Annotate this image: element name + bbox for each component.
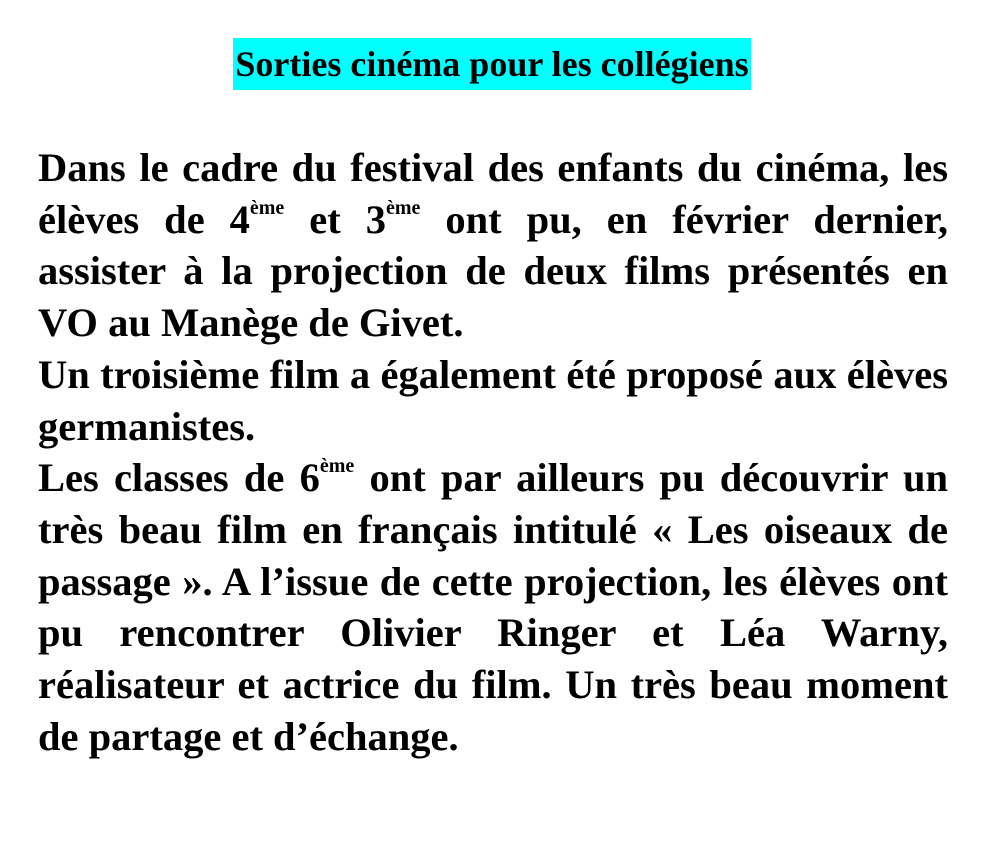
paragraph-festival: [38, 142, 948, 349]
paragraph-festival-text-b: et 3: [284, 196, 386, 242]
paragraph-festival-text-c: ont pu, en février dernier, assister à la projection de deux films présentés en VO au Manège de Givet.: [38, 196, 948, 346]
title-container: [0, 38, 984, 90]
article-body: [38, 142, 948, 762]
paragraph-germanistes: Un troisième film a également été proposé aux élèves germanistes.: [38, 351, 948, 449]
superscript-ordinal: ème: [385, 196, 421, 219]
paragraph-sixieme-text-a: Les classes de 6: [38, 455, 320, 501]
page-title: Sorties cinéma pour les collégiens: [233, 38, 750, 90]
superscript-ordinal: ème: [319, 455, 355, 478]
paragraph-sixieme: [38, 452, 948, 762]
paragraph-sixieme-text-b: ont par ailleurs pu découvrir un très beau film en français intitulé « Les oiseaux de passage ». A l’issue de cette projection, les élèves ont pu rencontrer Olivier Ringer et Léa Warny, réalisateur et actrice du film. Un très beau moment de partage et d’échange.: [38, 455, 948, 759]
superscript-ordinal: ème: [249, 196, 285, 219]
paragraph-festival-text-a: Dans le cadre du festival des enfants du cinéma, les élèves de 4: [38, 145, 948, 242]
